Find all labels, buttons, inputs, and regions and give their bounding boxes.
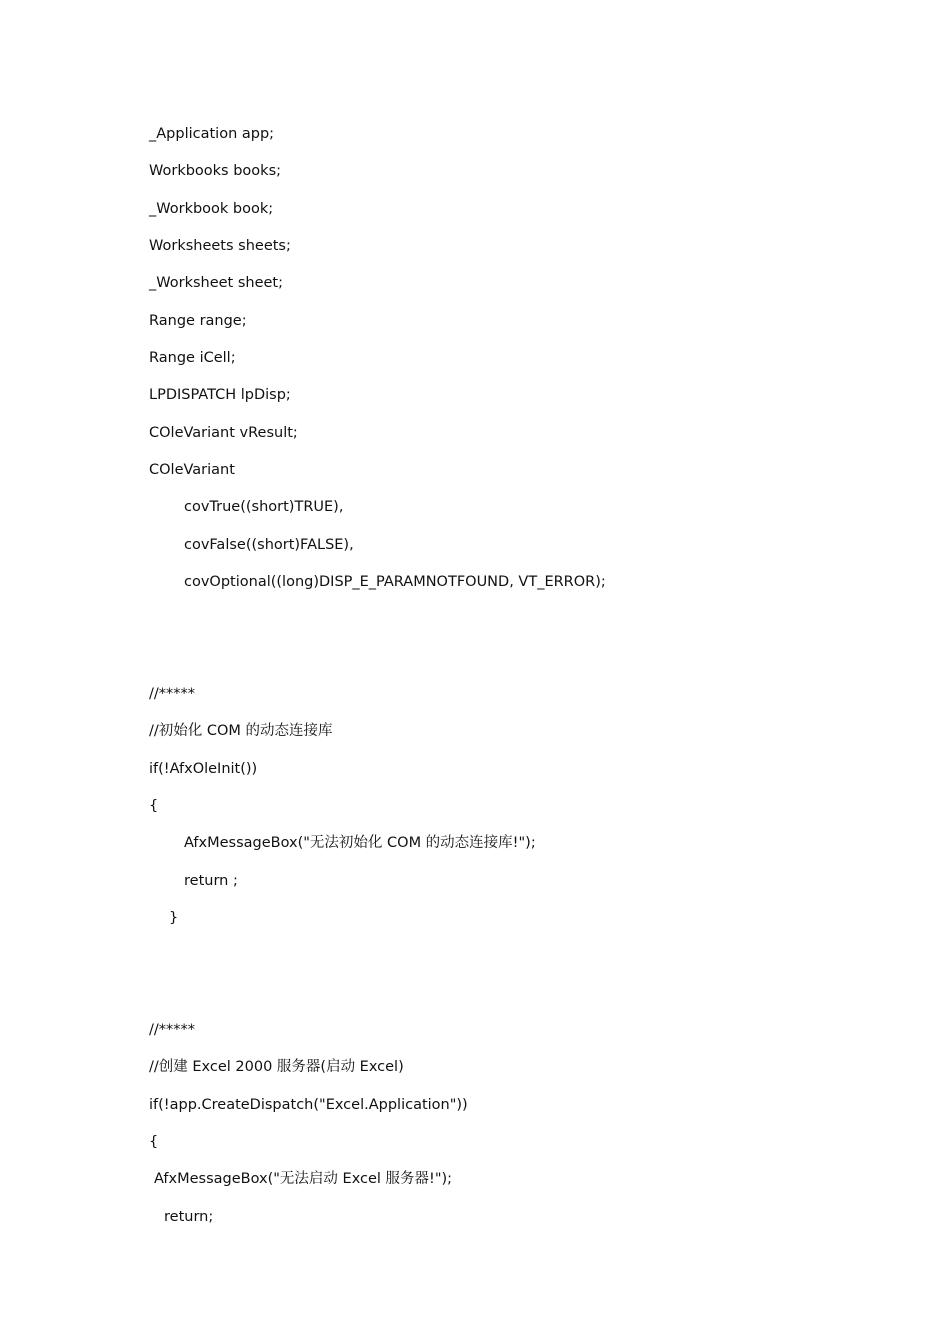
code-line: //***** — [149, 1022, 196, 1038]
code-line: AfxMessageBox("无法初始化 COM 的动态连接库!"); — [184, 835, 536, 851]
code-line: //初始化 COM 的动态连接库 — [149, 723, 333, 739]
code-line: return ; — [184, 873, 238, 889]
code-line: Range range; — [149, 313, 247, 329]
code-line: return; — [164, 1209, 214, 1225]
code-line: AfxMessageBox("无法启动 Excel 服务器!"); — [154, 1171, 453, 1187]
code-line: //***** — [149, 686, 196, 702]
code-line: covFalse((short)FALSE), — [184, 537, 354, 553]
code-line: if(!AfxOleInit()) — [149, 761, 258, 777]
code-line: COleVariant — [149, 462, 235, 478]
code-line: Worksheets sheets; — [149, 238, 291, 254]
code-line: { — [149, 1134, 159, 1150]
code-line: _Application app; — [149, 126, 275, 142]
code-line: //创建 Excel 2000 服务器(启动 Excel) — [149, 1059, 404, 1075]
code-line: LPDISPATCH lpDisp; — [149, 387, 291, 403]
code-line: Range iCell; — [149, 350, 236, 366]
code-line: COleVariant vResult; — [149, 425, 298, 441]
code-line: _Workbook book; — [149, 201, 274, 217]
code-line: { — [149, 798, 159, 814]
code-line: _Worksheet sheet; — [149, 275, 284, 291]
code-line: if(!app.CreateDispatch("Excel.Application")) — [149, 1097, 468, 1113]
code-line: covOptional((long)DISP_E_PARAMNOTFOUND, VT_ERROR); — [184, 574, 606, 590]
code-line: Workbooks books; — [149, 163, 282, 179]
code-line: covTrue((short)TRUE), — [184, 499, 344, 515]
code-line: } — [169, 910, 179, 926]
